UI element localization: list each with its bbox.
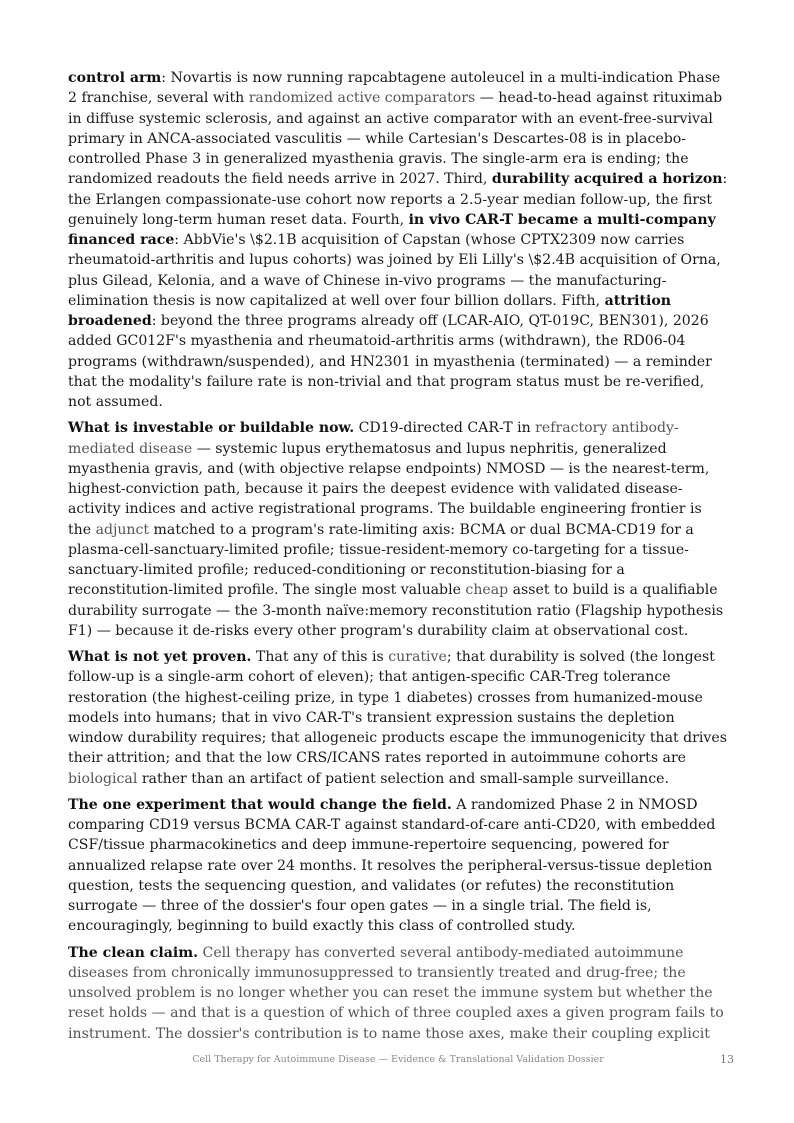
paragraph-not-yet-proven [68, 647, 728, 789]
text-run: — head-to-head against rituximab in diffuse systemic sclerosis, and against an active comparator with an event-free-survival primary in ANCA-associated vasculitis — while Cartesian's Descartes-08 is in placebo-controlled Phase 3 in generalized myasthenia gravis. The single-arm era is ending; the randomized readouts the field needs arrive in 2027. Third, [68, 90, 723, 188]
paragraph-control-arm [68, 68, 728, 412]
text-run: CD19-directed CAR-T in [354, 420, 536, 437]
page-number: 13 [720, 1053, 734, 1066]
bold-lead: What is not yet proven. [68, 649, 252, 665]
text-run: That any of this is [251, 649, 389, 665]
bold-lead: What is investable or buildable now. [68, 420, 355, 437]
text-run: : the Erlangen compassionate-use cohort now reports a 2.5-year median follow-up, the first genuinely long-term human reset data. Fourth, [68, 171, 728, 228]
paragraph-investable-now [68, 418, 728, 641]
highlighted-phrase: biological [68, 770, 138, 787]
highlighted-phrase: cheap [465, 582, 509, 599]
text-run: : beyond the three programs already off (LCAR-AIO, QT-019C, BEN301), 2026 added GC012F's myasthenia and rheumatoid-arthritis arms (withdrawn), the RD06-04 programs (withdrawn/suspended), and HN2301 in myasthenia (terminated) — a reminder that the modality's failure rate is non-trivial and that program status must be re-verified, not assumed. [68, 313, 712, 410]
highlighted-phrase: randomized active comparators [248, 90, 476, 107]
bold-lead: The clean claim. [68, 944, 199, 961]
document-body [68, 68, 728, 1050]
highlighted-phrase: curative [388, 649, 447, 665]
bold-lead: attrition broadened [68, 292, 672, 329]
text-run: asset to build is a qualifiable durability surrogate — the 3-month naïve:memory reconstitution ratio (Flagship hypothesis F1) — because it de-risks every other program's durability claim at observational cost. [68, 582, 724, 639]
bold-lead: in vivo CAR-T became a multi-company financed race [68, 211, 716, 248]
highlighted-phrase: refractory antibody-mediated disease [68, 420, 679, 457]
text-run: ; that durability is solved (the longest follow-up is a single-arm cohort of eleven); that antigen-specific CAR-Treg tolerance restoration (the highest-ceiling prize, in type 1 diabetes) crosses from humanized-mouse models into humans; that in vivo CAR-T's transient expression sustains the depletion window durability requires; that allogeneic products escape the immunogenicity that drives their attrition; and that the low CRS/ICANS rates reported in autoimmune cohorts are [68, 649, 727, 767]
highlighted-phrase: adjunct [95, 521, 150, 538]
text-run: : AbbVie's \$2.1B acquisition of Capstan (whose CPTX2309 now carries rheumatoid-arthritis and lupus cohorts) was joined by Eli Lilly's \$2.4B acquisition of Orna, plus Gilead, Kelonia, and a wave of Chinese in-vivo programs — the manufacturing-elimination thesis is now capitalized at well over four billion dollars. Fifth, [68, 232, 721, 309]
bold-lead: durability acquired a horizon [491, 171, 723, 188]
bold-lead: The one experiment that would change the field. [68, 796, 452, 813]
text-run: matched to a program's rate-limiting axis: BCMA or dual BCMA-CD19 for a plasma-cell-sanctuary-limited profile; tissue-resident-memory co-targeting for a tissue-sanctuary-limited profile; reduced-conditioning or reconstitution-biasing for a reconstitution-limited profile. The single most valuable [68, 521, 694, 599]
text-run: — systemic lupus erythematosus and lupus nephritis, generalized myasthenia gravis, and (with objective relapse endpoints) NMOSD — is the nearest-term, highest-conviction path, because it pairs the deepest evidence with validated disease-activity indices and active registrational programs. The buildable engineering frontier is the [68, 440, 710, 538]
text-run: rather than an artifact of patient selection and small-sample surveillance. [137, 770, 669, 787]
bold-lead: control arm [68, 70, 162, 86]
text-run: : Novartis is now running rapcabtagene autoleucel in a multi-indication Phase 2 franchise, several with [68, 70, 721, 107]
text-run: A randomized Phase 2 in NMOSD comparing CD19 versus BCMA CAR-T against standard-of-care anti-CD20, with embedded CSF/tissue pharmacokinetics and deep immune-repertoire sequencing, powered for annualized relapse rate over 24 months. It resolves the peripheral-versus-tissue depletion question, tests the sequencing question, and validates (or refutes) the reconstitution surrogate — three of the dossier's four open gates — in a single trial. The field is, encouragingly, beginning to build exactly this class of controlled study. [68, 796, 716, 935]
footer-title: Cell Therapy for Autoimmune Disease — Evidence & Translational Validation Dossier [192, 1054, 604, 1065]
paragraph-clean-claim [68, 943, 728, 1044]
highlighted-phrase: Cell therapy has converted several antibody-mediated autoimmune diseases from chronically immunosuppressed to transiently treated and drug-free; the unsolved problem is no longer whether you can reset the immune system but whether the reset holds — and that is a question of which of three coupled axes a given program fails to instrument. The dossier's contribution is to name those axes, make their coupling explicit [68, 944, 724, 1042]
paragraph-one-experiment [68, 795, 728, 937]
